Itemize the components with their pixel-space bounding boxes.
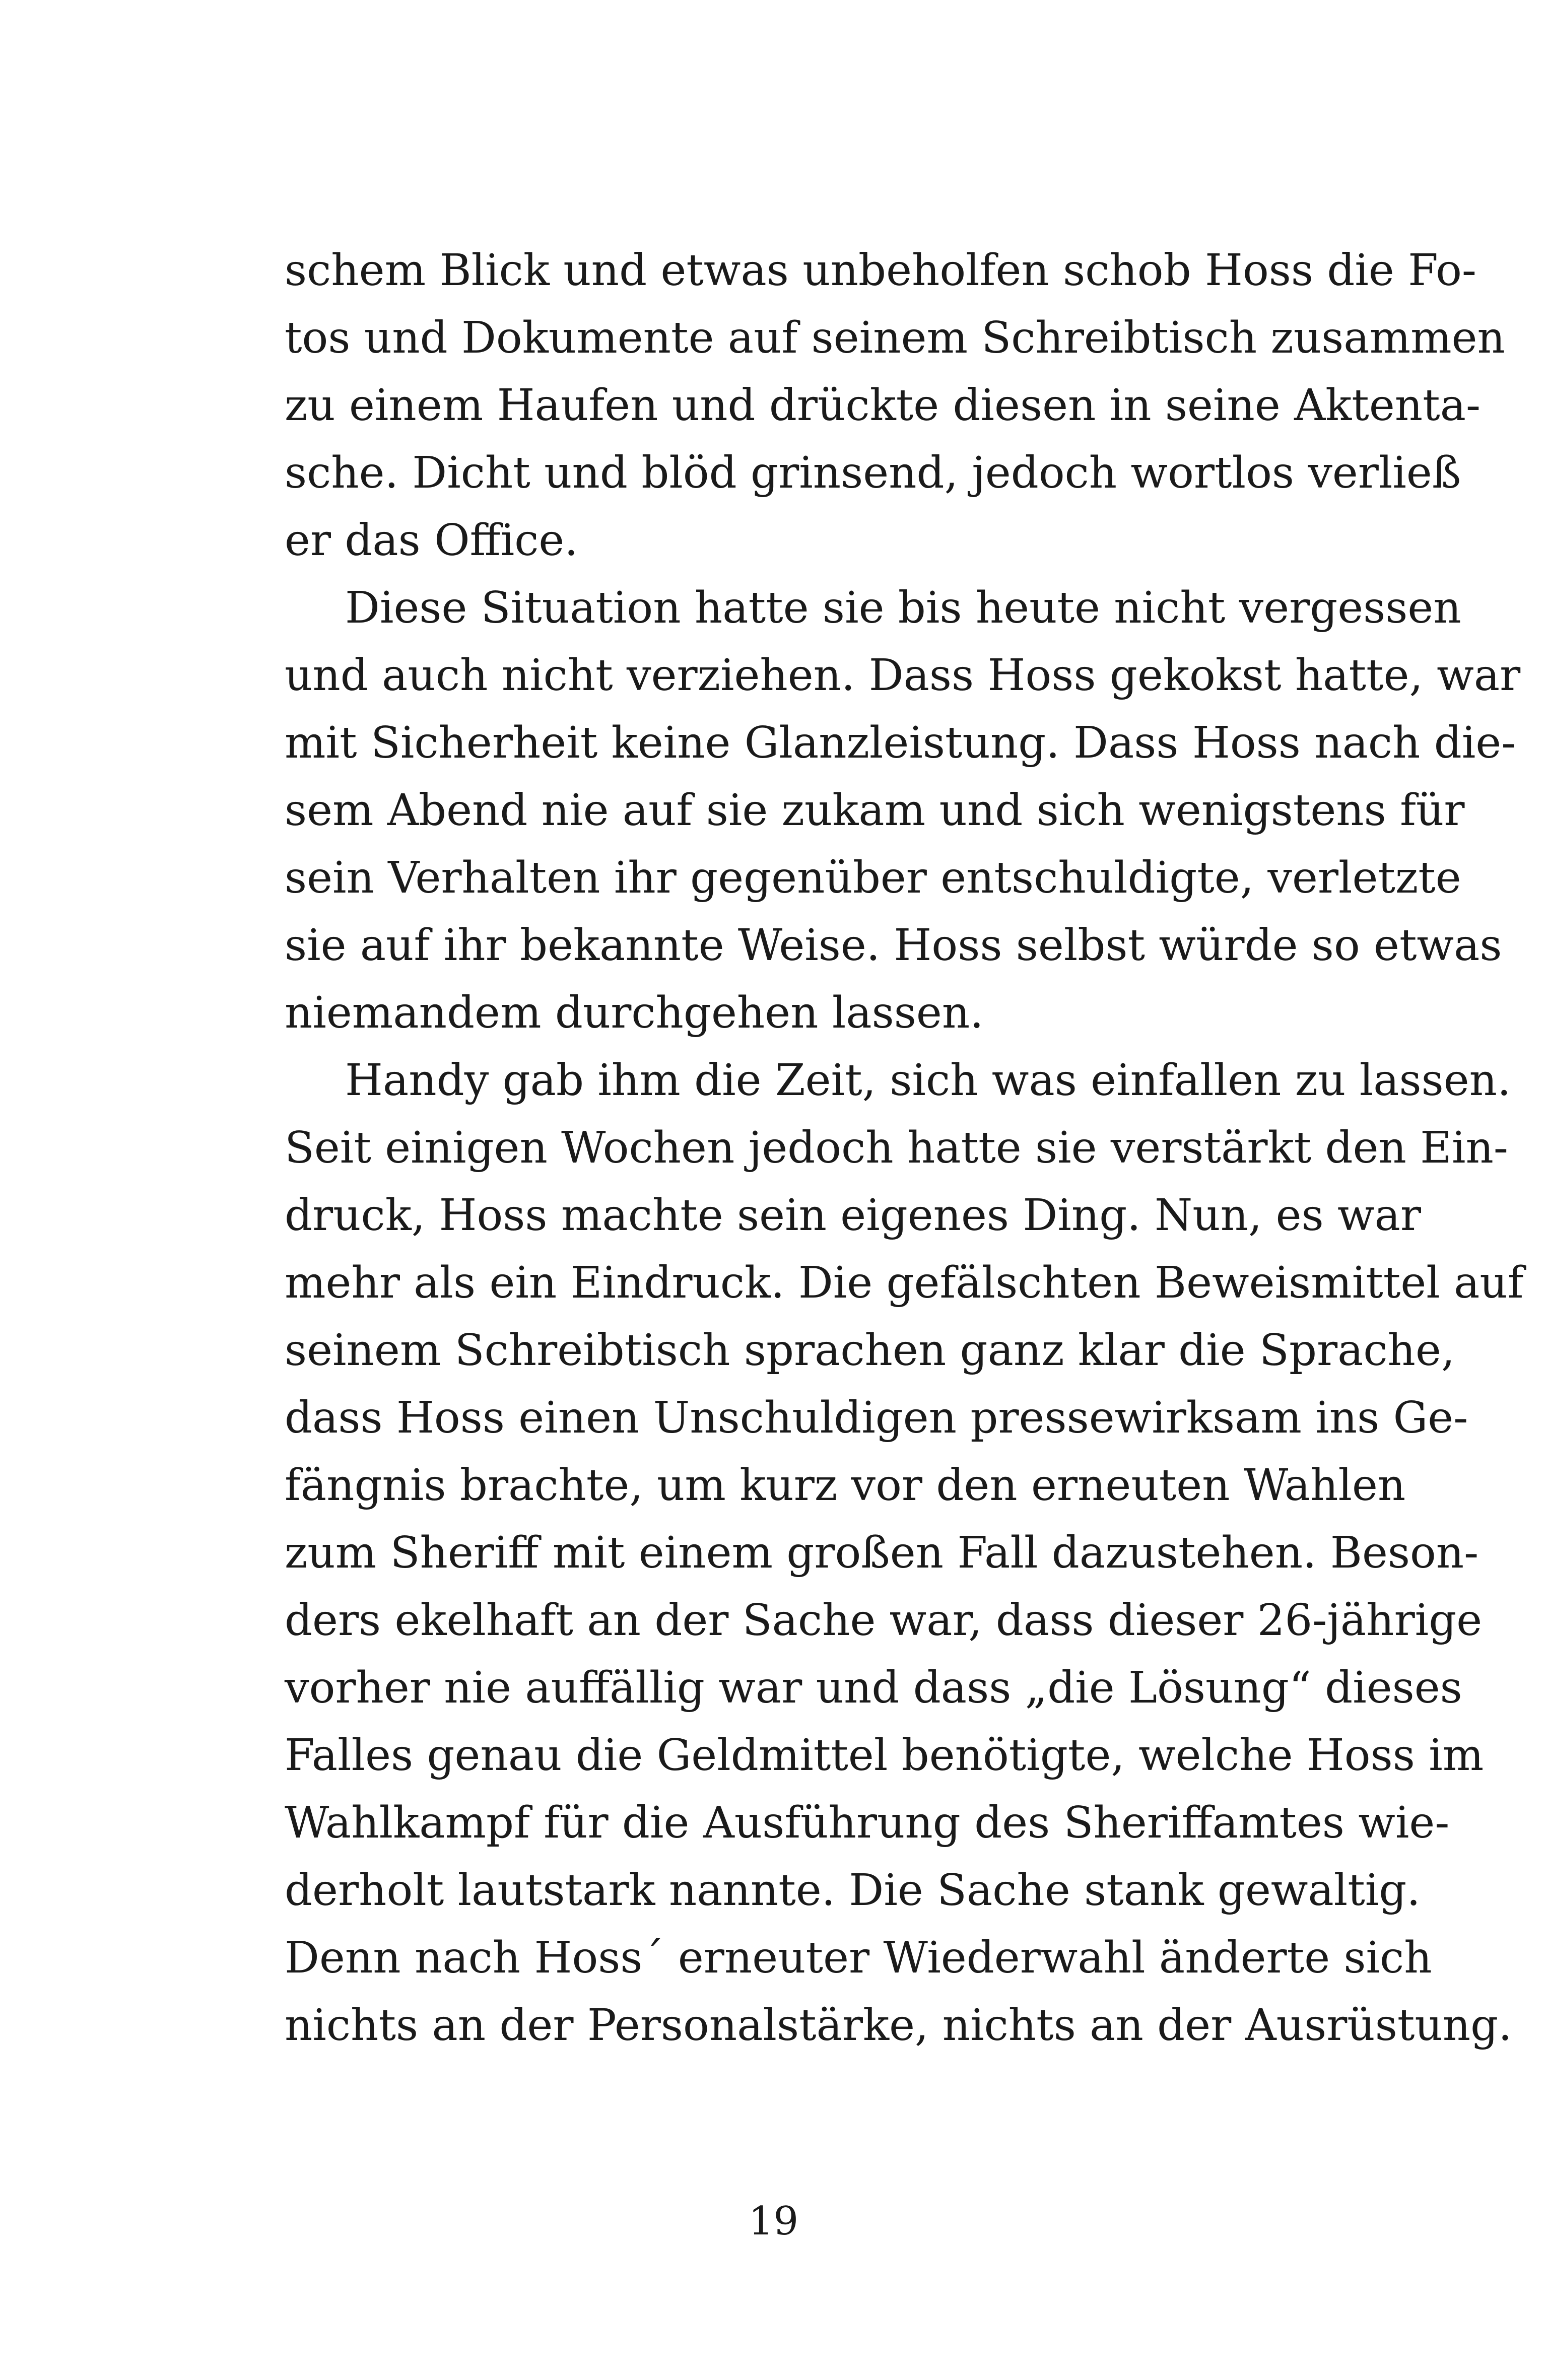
text-line: zum Sheriff mit einem großen Fall dazustehen. Beson- (285, 1528, 1479, 1578)
text-line: druck, Hoss machte sein eigenes Ding. Nun, es war (285, 1190, 1422, 1241)
text-line: Seit einigen Wochen jedoch hatte sie verstärkt den Ein- (285, 1123, 1508, 1173)
paragraph-2 (285, 574, 1521, 1047)
text-line: nichts an der Personalstärke, nichts an der Ausrüstung. (285, 2000, 1512, 2051)
text-line: sche. Dicht und blöd grinsend, jedoch wortlos verließ (285, 448, 1461, 498)
body-text (285, 237, 1524, 2059)
text-line: seinem Schreibtisch sprachen ganz klar die Sprache, (285, 1325, 1455, 1376)
paragraph-1 (285, 237, 1505, 574)
text-line: vorher nie auffällig war und dass „die Lösung“ dieses (285, 1663, 1462, 1713)
text-line: und auch nicht verziehen. Dass Hoss gekokst hatte, war (285, 650, 1521, 701)
text-line: derholt lautstark nannte. Die Sache stank gewaltig. (285, 1865, 1421, 1916)
text-line: sie auf ihr bekannte Weise. Hoss selbst würde so etwas (285, 920, 1502, 971)
page-number: 19 (748, 2199, 799, 2244)
text-line: ders ekelhaft an der Sache war, dass dieser 26-jährige (285, 1595, 1483, 1646)
text-line: fängnis brachte, um kurz vor den erneuten Wahlen (285, 1460, 1406, 1511)
text-line: schem Blick und etwas unbeholfen schob Hoss die Fo- (285, 245, 1476, 296)
text-line: zu einem Haufen und drückte diesen in seine Aktenta- (285, 380, 1481, 431)
text-line: mit Sicherheit keine Glanzleistung. Dass Hoss nach die- (285, 718, 1516, 768)
paragraph-3 (285, 1047, 1524, 2059)
text-line: niemandem durchgehen lassen. (285, 988, 984, 1038)
text-line: Handy gab ihm die Zeit, sich was einfallen zu lassen. (345, 1055, 1511, 1106)
text-line: mehr als ein Eindruck. Die gefälschten Beweismittel auf (285, 1258, 1524, 1308)
text-line: sein Verhalten ihr gegenüber entschuldigte, verletzte (285, 853, 1461, 903)
text-line: Wahlkampf für die Ausführung des Sheriffamtes wie- (285, 1798, 1450, 1848)
text-line: sem Abend nie auf sie zukam und sich wenigstens für (285, 785, 1465, 836)
text-line: dass Hoss einen Unschuldigen pressewirksam ins Ge- (285, 1393, 1468, 1443)
text-line: er das Office. (285, 515, 578, 566)
text-line: tos und Dokumente auf seinem Schreibtisch zusammen (285, 313, 1505, 363)
text-line: Falles genau die Geldmittel benötigte, welche Hoss im (285, 1730, 1484, 1781)
text-line: Diese Situation hatte sie bis heute nicht vergessen (345, 583, 1461, 633)
text-line: Denn nach Hoss´ erneuter Wiederwahl änderte sich (285, 1933, 1432, 1983)
